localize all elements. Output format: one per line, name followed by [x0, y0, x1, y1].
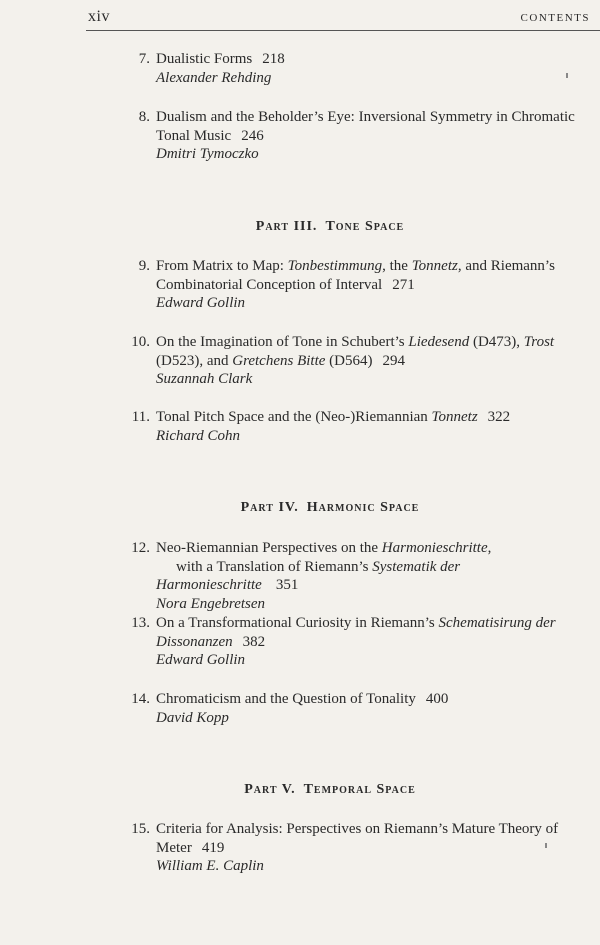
entry-author: Suzannah Clark [156, 371, 253, 387]
entry-title-line2: Tonal Music [156, 127, 232, 144]
entry-number: 8. [138, 109, 150, 125]
entry-number: 10. [131, 334, 150, 350]
entry-number: 12. [131, 540, 150, 556]
toc-entry-10[interactable]: 10. On the Imagination of Tone in Schubert’s Liedesend (D473), Trost (D523), and Gretchens Bitte (D564) 294 Suzannah Clark [110, 333, 580, 389]
entry-title-line1: Dualism and the Beholder’s Eye: Inversional Symmetry in Chromatic [156, 109, 575, 125]
toc-entry-12[interactable]: 12. Neo-Riemannian Perspectives on the Harmonieschritte, with a Translation of Riemann’s Systematik der Harmonieschritte 351 Nora Engebretsen [110, 539, 590, 613]
toc-entry-15[interactable] [110, 820, 590, 876]
toc-entry-13[interactable]: 13. On a Transformational Curiosity in Riemann’s Schematisirung der Dissonanzen 382 Edward Gollin [110, 614, 580, 670]
entry-number: 9. [138, 258, 150, 274]
entry-author: Edward Gollin [156, 295, 246, 311]
entry-number: 15. [131, 821, 150, 837]
entry-page: 400 [425, 691, 449, 707]
entry-number: 7. [138, 51, 150, 67]
entry-title-line1: Criteria for Analysis: Perspectives on Riemann’s Mature Theory of [156, 821, 559, 837]
entry-page: 351 [275, 577, 299, 593]
entry-number: 14. [131, 691, 150, 707]
entry-page: 218 [262, 51, 285, 67]
entry-page: 294 [382, 352, 405, 369]
part-heading-v: Part V. Temporal Space [244, 782, 416, 797]
toc-entry-8[interactable] [110, 108, 590, 164]
toc-entry-14[interactable] [110, 690, 580, 727]
entry-author: Edward Gollin [156, 652, 246, 668]
paper-speck [566, 73, 568, 78]
entry-author: Nora Engebretsen [156, 595, 266, 612]
entry-page: 271 [392, 276, 415, 293]
toc-entry-7[interactable] [110, 50, 580, 87]
header-rule [86, 30, 600, 31]
part-heading-iii: Part III. Tone Space [255, 219, 405, 234]
running-head: CONTENTS [520, 12, 590, 24]
entry-author: Dmitri Tymoczko [156, 146, 259, 162]
page-folio: xiv [88, 8, 110, 25]
entry-page: 322 [487, 409, 511, 425]
paper-speck [545, 843, 547, 848]
entry-number: 11. [131, 409, 150, 425]
entry-title: Chromaticism and the Question of Tonality [156, 691, 416, 707]
toc-entry-9[interactable]: 9. From Matrix to Map: Tonbestimmung, the Tonnetz, and Riemann’s Combinatorial Conception of Interval 271 Edward Gollin [110, 257, 580, 313]
toc-entry-11[interactable]: 11. Tonal Pitch Space and the (Neo-)Riemannian Tonnetz 322 Richard Cohn [110, 408, 580, 445]
entry-author: William E. Caplin [156, 858, 264, 874]
entry-author: David Kopp [156, 709, 229, 726]
part-heading-iv: Part IV. Harmonic Space [240, 500, 420, 515]
entry-title-line2: Meter [156, 839, 192, 856]
entry-page: 382 [242, 633, 266, 650]
entry-number: 13. [131, 615, 150, 631]
entry-title: Dualistic Forms [156, 51, 253, 67]
entry-author: Richard Cohn [156, 427, 241, 444]
entry-page: 246 [241, 127, 264, 144]
entry-author: Alexander Rehding [156, 69, 272, 86]
entry-page: 419 [201, 839, 225, 856]
